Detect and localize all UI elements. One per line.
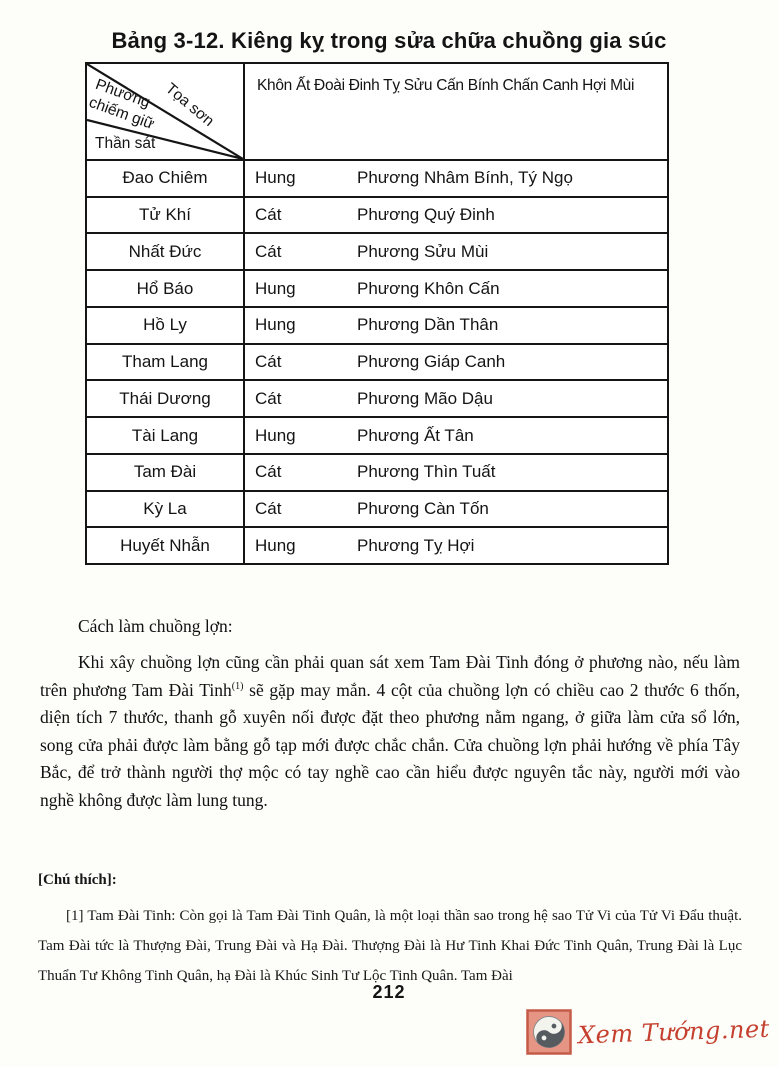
cell-detail (245, 528, 667, 563)
cell-nature: Cát (255, 498, 282, 518)
cell-star-name: Huyết Nhẫn (87, 528, 245, 563)
cell-star-name: Tham Lang (87, 345, 245, 380)
taboo-table (85, 62, 669, 565)
cell-direction: Phương Khôn Cấn (357, 278, 500, 298)
cell-nature: Cát (255, 462, 282, 482)
cell-detail (245, 345, 667, 380)
table-row (87, 345, 667, 382)
cell-star-name: Thái Dương (87, 381, 245, 416)
cell-star-name: Tài Lang (87, 418, 245, 453)
cell-direction: Phương Càn Tốn (357, 498, 489, 518)
cell-direction: Phương Mão Dậu (357, 388, 493, 408)
table-row (87, 455, 667, 492)
table-row (87, 234, 667, 271)
cell-detail (245, 308, 667, 343)
cell-detail (245, 161, 667, 196)
table-row (87, 418, 667, 455)
site-name: Xem Tướng.net (577, 1014, 771, 1050)
cell-detail (245, 418, 667, 453)
cell-detail (245, 492, 667, 527)
body-text-block (40, 616, 740, 814)
cell-detail (245, 271, 667, 306)
site-watermark (526, 1009, 770, 1055)
cell-nature: Cát (255, 352, 282, 372)
cell-star-name: Tử Khí (87, 198, 245, 233)
cell-direction: Phương Dần Thân (357, 315, 499, 335)
cell-detail (245, 234, 667, 269)
table-row (87, 492, 667, 529)
corner-label-phuong-chiem-giu: Phương chiếm giữ (86, 76, 157, 133)
page-number: 212 (372, 982, 406, 1002)
table-body (87, 161, 667, 563)
cell-star-name: Hồ Ly (87, 308, 245, 343)
cell-star-name: Đao Chiêm (87, 161, 245, 196)
cell-nature: Hung (255, 425, 296, 445)
footnote-block (38, 872, 742, 991)
cell-nature: Cát (255, 388, 282, 408)
cell-direction: Phương Thìn Tuất (357, 462, 496, 482)
section-heading: Cách làm chuồng lợn: (78, 616, 233, 636)
cell-nature: Hung (255, 168, 296, 188)
cell-direction: Phương Ất Tân (357, 425, 474, 445)
footnote-text: [1] Tam Đài Tinh: Còn gọi là Tam Đài Tinh Quân, là một loại thần sao trong hệ sao Tử Vi của Tử Vi Đẩu thuật. Tam Đài tức là Thượng Đài, Trung Đài và Hạ Đài. Thượng Đài là Hư Tinh Khai Đức Tinh Quân, Trung Đài là Lục Thuẩn Tư Không Tinh Quân, hạ Đài là Khúc Sinh Tư Lộc Tinh Quân. Tam Đài (38, 908, 742, 984)
cell-direction: Phương Sửu Mùi (357, 241, 489, 261)
table-row (87, 161, 667, 198)
cell-detail (245, 455, 667, 490)
cell-nature: Hung (255, 278, 296, 298)
cell-star-name: Nhất Đức (87, 234, 245, 269)
cell-direction: Phương Tỵ Hợi (357, 535, 475, 555)
table-caption: Bảng 3-12. Kiêng kỵ trong sửa chữa chuồng gia súc (111, 28, 667, 53)
table-row (87, 198, 667, 235)
cell-star-name: Tam Đài (87, 455, 245, 490)
body-paragraph (40, 649, 740, 814)
cell-nature: Hung (255, 315, 296, 335)
corner-label-than-sat: Thần sát (95, 135, 156, 153)
cell-detail (245, 381, 667, 416)
corner-label-toa-son: Tọa sơn (162, 80, 218, 131)
cell-star-name: Kỳ La (87, 492, 245, 527)
cell-nature: Cát (255, 205, 282, 225)
footnote-reference: (1) (231, 680, 244, 692)
cell-star-name: Hổ Báo (87, 271, 245, 306)
cell-nature: Cát (255, 241, 282, 261)
paragraph-text-end: sẽ gặp may mắn. 4 cột của chuồng lợn có chiều cao 2 thước 6 thốn, diện tích 7 thước, thanh gỗ xuyên nối được đặt theo phương nằm ngang, ở giữa làm cửa sổ lớn, song cửa phải được làm bằng gỗ tạp mới được chắc chắn. Cửa chuồng lợn phải hướng về phía Tây Bắc, để trở thành người thợ mộc có tay nghề cao cần hiểu được nguyên tắc này, người mới vào nghề không được làm lung tung. (40, 679, 740, 810)
yin-yang-icon (526, 1009, 572, 1055)
diagonal-corner-cell (87, 64, 245, 159)
paragraph-text-start: Khi xây chuồng lợn cũng cần phải quan sát xem Tam Đài Tinh đóng ở phương nào, nếu làm trên phương Tam Đài Tinh (40, 652, 740, 700)
cell-detail (245, 198, 667, 233)
cell-direction: Phương Quý Đinh (357, 205, 495, 225)
table-row (87, 308, 667, 345)
table-header-row (87, 64, 667, 161)
table-row (87, 271, 667, 308)
table-row (87, 528, 667, 563)
table-row (87, 381, 667, 418)
footnote-heading: [Chú thích]: (38, 872, 117, 888)
header-mountains-cell: Khôn Ất Đoài Đinh Tỵ Sửu Cấn Bính Chấn Canh Hợi Mùi (257, 77, 635, 94)
cell-nature: Hung (255, 535, 296, 555)
cell-direction: Phương Giáp Canh (357, 352, 506, 372)
cell-direction: Phương Nhâm Bính, Tý Ngọ (357, 168, 573, 188)
